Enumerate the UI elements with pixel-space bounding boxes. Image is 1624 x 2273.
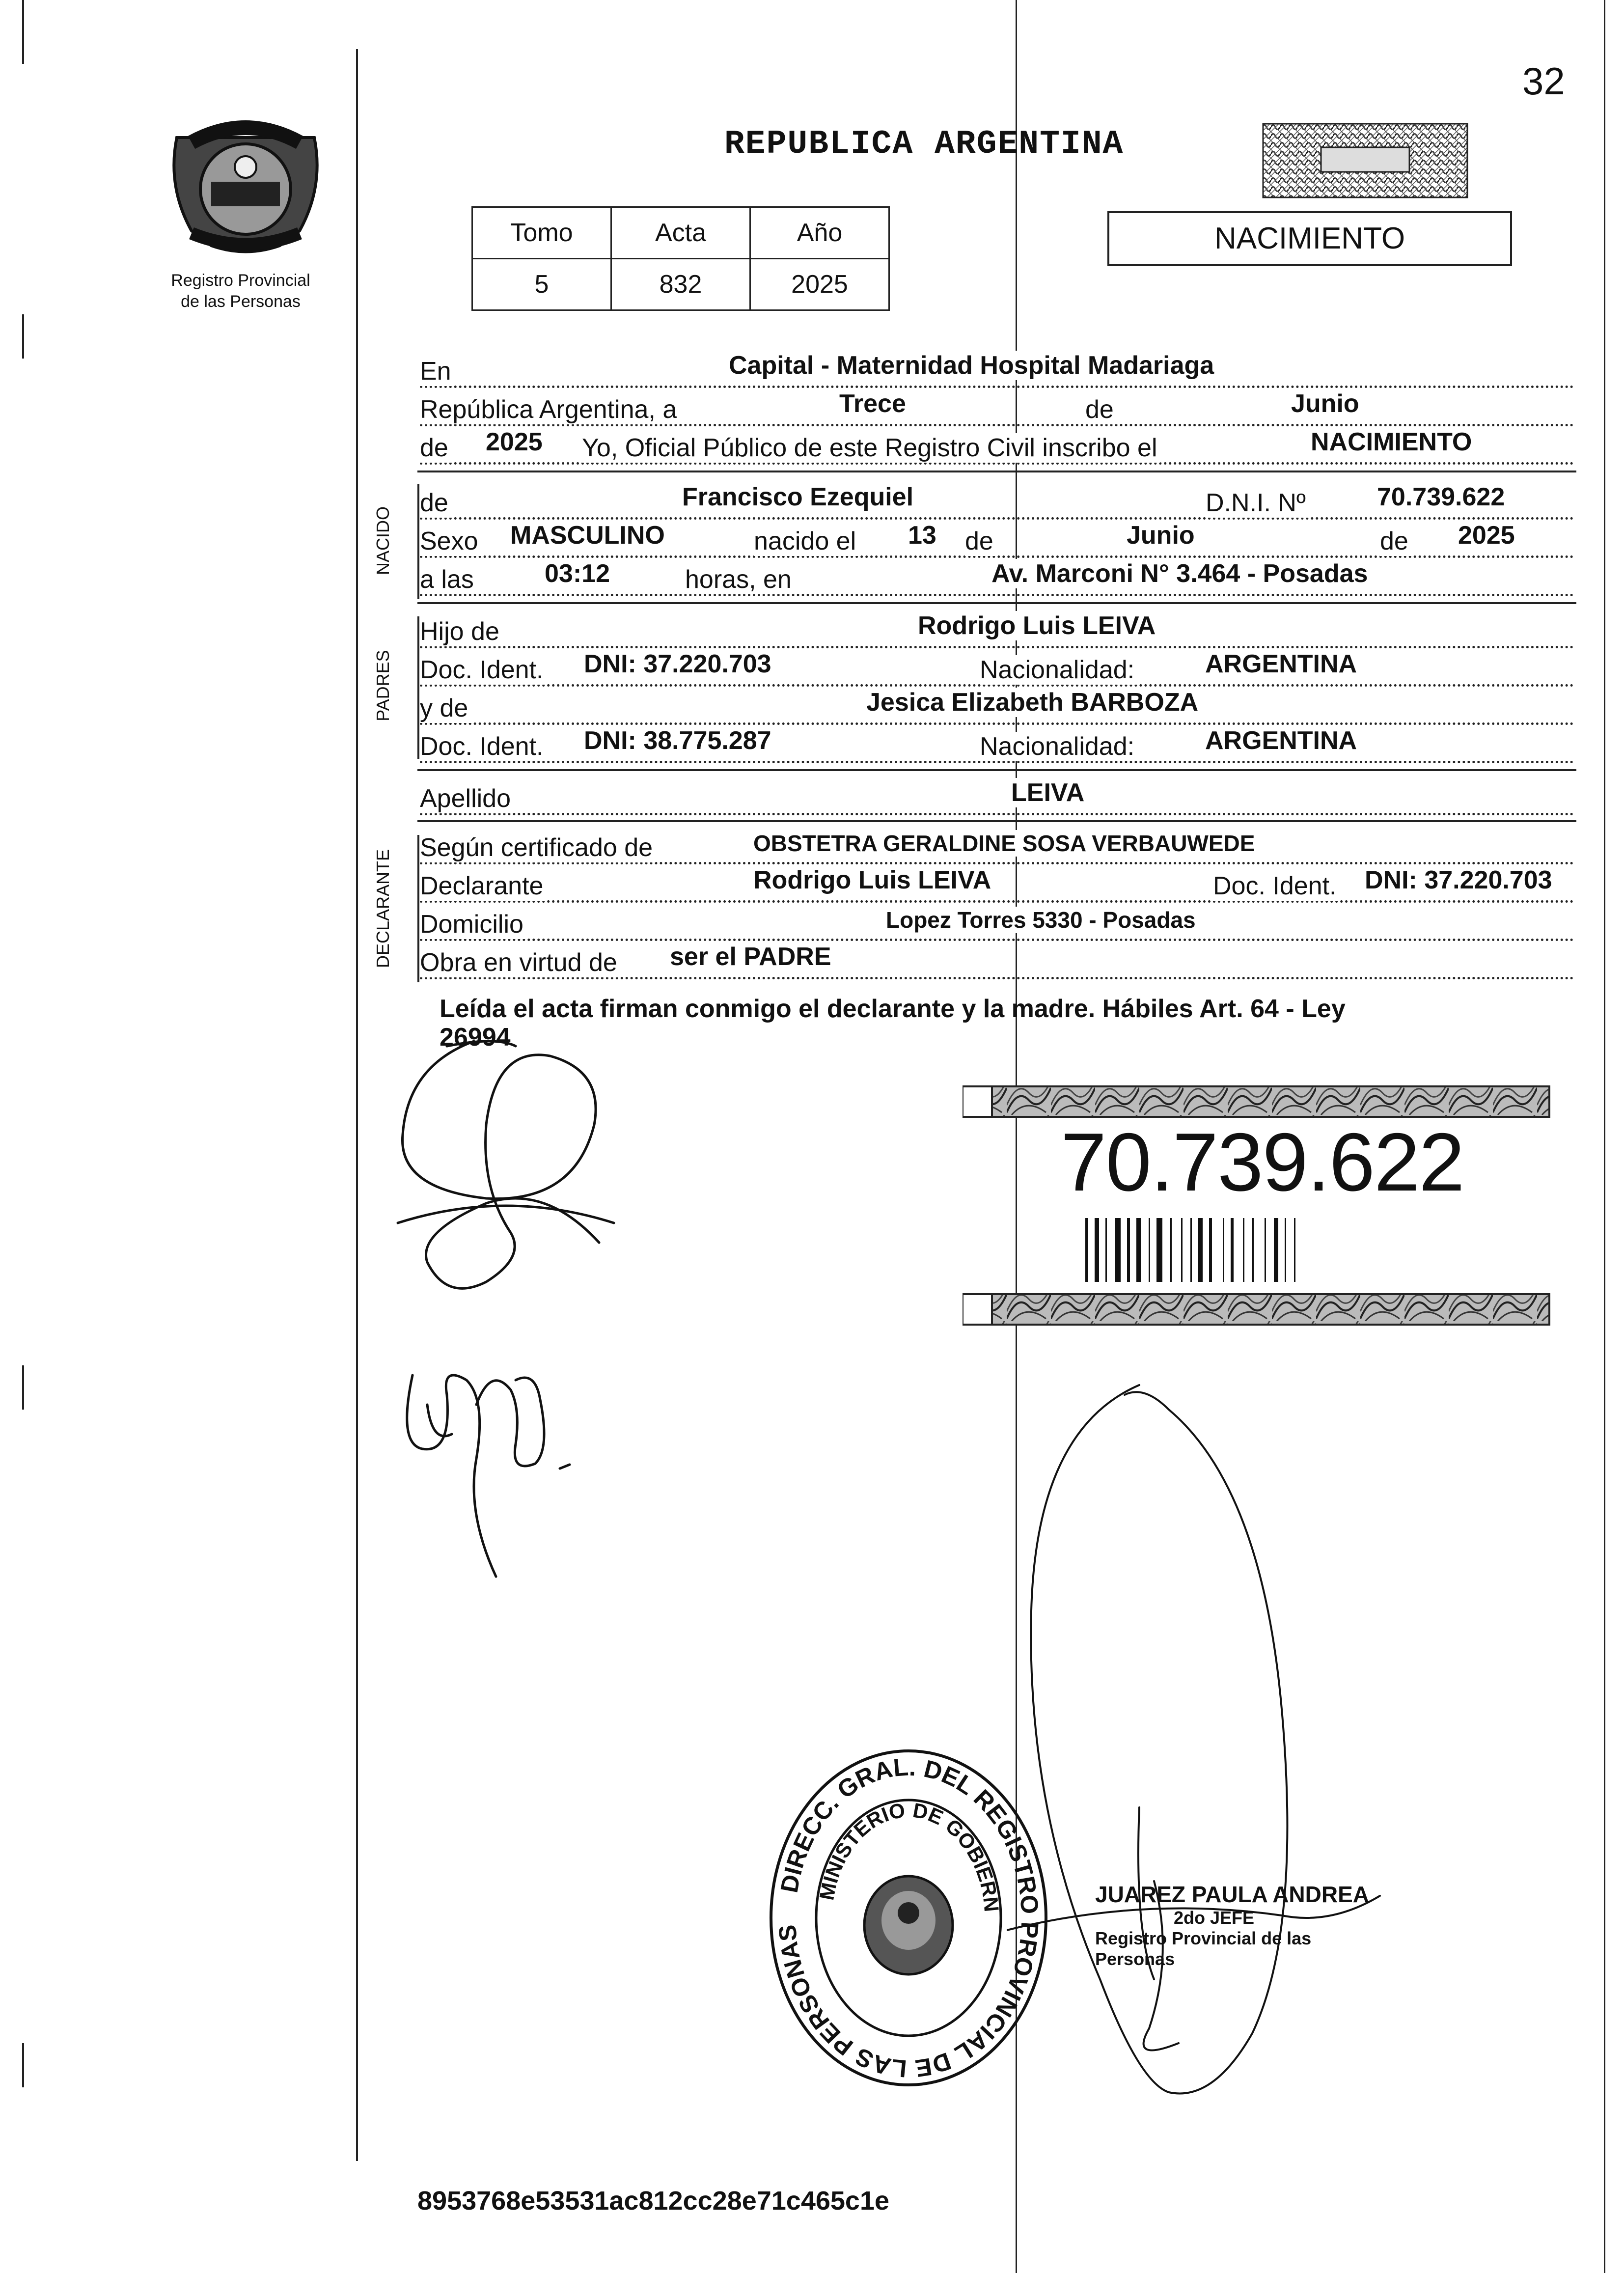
barcode-bar: [1243, 1218, 1244, 1282]
barcode-bar: [1085, 1218, 1088, 1282]
anio-value: 2025: [484, 427, 545, 457]
document-type-box: NACIMIENTO: [1107, 211, 1512, 266]
padre-nacionalidad-value: ARGENTINA: [1203, 649, 1359, 679]
declarante-doc-value: DNI: 37.220.703: [1363, 865, 1554, 895]
table-header-tomo: Tomo: [472, 207, 611, 259]
oficial-text: Yo, Oficial Público de este Registro Civil inscribo el: [582, 433, 1160, 463]
row-nacido-sexo: [420, 521, 1574, 561]
official-stamp-name: JUAREZ PAULA ANDREA: [1095, 1882, 1369, 1907]
left-margin-line: [356, 49, 358, 2161]
doc-ident-label: Doc. Ident.: [1213, 871, 1339, 901]
nacionalidad-label: Nacionalidad:: [980, 655, 1137, 685]
de-label: de: [1085, 395, 1117, 424]
barcode-bar: [1252, 1218, 1254, 1282]
inscribe-value: NACIMIENTO: [1309, 427, 1474, 457]
punch-mark: [22, 0, 24, 64]
official-stamp-role: 2do JEFE: [1174, 1908, 1255, 1928]
declarante-label: Declarante: [420, 871, 546, 901]
de-label: de: [1380, 527, 1411, 556]
nacido-mes-value: Junio: [1125, 521, 1197, 550]
barcode-bar: [1115, 1218, 1121, 1282]
row-nacido-nombre: [420, 483, 1574, 523]
table-header-acta: Acta: [611, 207, 750, 259]
right-margin-line: [1604, 0, 1605, 2273]
barcode-bar: [1136, 1218, 1141, 1282]
obra-value: ser el PADRE: [668, 942, 833, 971]
barcode-bar: [1156, 1218, 1162, 1282]
declarante-signature: [388, 1026, 633, 1302]
barcode-bar: [1149, 1218, 1150, 1282]
dotted-line: [420, 646, 1574, 648]
barcode: [1085, 1218, 1404, 1282]
nacido-dia-value: 13: [906, 521, 938, 550]
official-seal: [766, 1744, 1051, 2092]
row-apellido: [420, 778, 1574, 818]
punch-mark: [22, 1365, 24, 1410]
declarante-section-label: DECLARANTE: [373, 849, 393, 968]
padres-section-label: PADRES: [373, 650, 393, 721]
nacido-section-label: NACIDO: [373, 506, 393, 576]
apellido-label: Apellido: [420, 784, 514, 813]
section-rule: [417, 820, 1576, 822]
punch-mark: [22, 2043, 24, 2087]
nacido-nombre-value: Francisco Ezequiel: [680, 482, 915, 512]
barcode-bar: [1105, 1218, 1107, 1282]
seal-outer-text: DIRECC. GRAL. DEL REGISTRO PROVINCIAL DE LAS PERSONAS: [773, 1753, 1044, 2083]
hijo-de-label: Hijo de: [420, 617, 502, 646]
nacido-bracket: [417, 484, 419, 599]
row-padre: [420, 611, 1574, 651]
madre-doc-value: DNI: 38.775.287: [582, 726, 773, 755]
dia-value: Trece: [837, 389, 908, 418]
barcode-bar: [1274, 1218, 1278, 1282]
declarante-bracket: [417, 835, 419, 982]
official-signature: [1007, 1365, 1400, 2151]
registry-label-line1: Registro Provincial: [171, 271, 310, 290]
row-obra: [420, 942, 1574, 982]
nacido-dni-value: 70.739.622: [1375, 482, 1507, 512]
madre-nacionalidad-value: ARGENTINA: [1203, 726, 1359, 755]
row-en: [420, 351, 1574, 391]
barcode-bar: [1198, 1218, 1203, 1282]
province-emblem-logo: [157, 108, 334, 265]
republica-label: República Argentina, a: [420, 395, 680, 424]
barcode-bar: [1294, 1218, 1295, 1282]
barcode-bar: [1181, 1218, 1183, 1282]
doc-ident-label: Doc. Ident.: [420, 655, 546, 685]
acta-table: [471, 206, 890, 311]
dotted-line: [420, 517, 1574, 520]
mes-value: Junio: [1289, 389, 1361, 418]
barcode-bar: [1209, 1218, 1212, 1282]
horas-en-label: horas, en: [685, 565, 795, 594]
padre-value: Rodrigo Luis LEIVA: [916, 611, 1157, 640]
tomo-value: 5: [472, 259, 611, 310]
row-madre: [420, 688, 1574, 728]
table-header-anio: Año: [750, 207, 889, 259]
barcode-bar: [1170, 1218, 1172, 1282]
de-label: de: [420, 433, 451, 463]
declarante-value: Rodrigo Luis LEIVA: [751, 865, 993, 895]
document-hash: 8953768e53531ac812cc28e71c465c1e: [417, 2186, 890, 2216]
de-label: de: [420, 488, 451, 518]
barcode-bar: [1127, 1218, 1130, 1282]
row-padre-doc: [420, 650, 1574, 690]
dotted-line: [420, 939, 1574, 941]
dni-sticker: [963, 1085, 1552, 1331]
punch-mark: [22, 314, 24, 359]
dotted-line: [420, 594, 1574, 596]
country-title: REPUBLICA ARGENTINA: [724, 125, 1124, 163]
row-domicilio: [420, 908, 1574, 944]
certificado-value: OBSTETRA GERALDINE SOSA VERBAUWEDE: [751, 830, 1257, 857]
sexo-value: MASCULINO: [508, 521, 667, 550]
registry-label: [142, 270, 339, 312]
closing-note-line2: 26994: [440, 1023, 511, 1052]
barcode-bar: [1265, 1218, 1266, 1282]
en-label: En: [420, 357, 454, 386]
dotted-line: [420, 813, 1574, 815]
anio-value: 2025: [750, 259, 889, 310]
registry-label-line2: de las Personas: [181, 292, 301, 311]
obra-label: Obra en virtud de: [420, 948, 620, 977]
de-label: de: [965, 527, 996, 556]
security-hologram: [1262, 123, 1468, 199]
madre-value: Jesica Elizabeth BARBOZA: [864, 688, 1200, 717]
official-stamp: [1095, 1881, 1390, 1969]
dni-label: D.N.I. Nº: [1206, 488, 1309, 518]
row-madre-doc: [420, 726, 1574, 766]
dotted-line: [420, 386, 1574, 388]
closing-note-line1: Leída el acta firman conmigo el declarante y la madre. Hábiles Art. 64 - Ley: [440, 995, 1346, 1023]
row-anio-oficial: [420, 428, 1574, 468]
padre-doc-value: DNI: 37.220.703: [582, 649, 773, 679]
apellido-value: LEIVA: [1009, 778, 1086, 807]
padres-bracket: [417, 616, 419, 759]
segun-label: Según certificado de: [420, 833, 656, 862]
lugar-value: Av. Marconi N° 3.464 - Posadas: [990, 559, 1370, 588]
barcode-bar: [1285, 1218, 1286, 1282]
row-republica: [420, 389, 1574, 429]
dotted-line: [420, 900, 1574, 903]
page-number: 32: [1522, 59, 1565, 103]
a-las-label: a las: [420, 565, 477, 594]
barcode-bar: [1231, 1218, 1234, 1282]
section-rule: [417, 471, 1576, 472]
barcode-bar: [1190, 1218, 1192, 1282]
barcode-bar: [1095, 1218, 1099, 1282]
nacido-el-label: nacido el: [754, 527, 859, 556]
dni-sticker-number: 70.739.622: [1061, 1116, 1464, 1208]
official-stamp-org: Registro Provincial de las Personas: [1095, 1928, 1312, 1969]
sexo-label: Sexo: [420, 527, 481, 556]
acta-value: 832: [611, 259, 750, 310]
dotted-line: [420, 722, 1574, 725]
barcode-bar: [1223, 1218, 1224, 1282]
row-nacido-hora: [420, 559, 1574, 599]
section-rule: [417, 602, 1576, 604]
row-certificado: [420, 831, 1574, 867]
en-value: Capital - Maternidad Hospital Madariaga: [727, 351, 1216, 380]
domicilio-label: Domicilio: [420, 910, 526, 939]
hora-value: 03:12: [543, 559, 612, 588]
nacionalidad-label: Nacionalidad:: [980, 732, 1137, 761]
nacido-anio-value: 2025: [1456, 521, 1517, 550]
madre-signature: [393, 1336, 614, 1591]
y-de-label: y de: [420, 693, 471, 723]
doc-ident-label: Doc. Ident.: [420, 732, 546, 761]
row-declarante: [420, 866, 1574, 906]
seal-inner-text: MINISTERIO DE GOBIERN: [815, 1798, 1004, 1913]
domicilio-value: Lopez Torres 5330 - Posadas: [884, 907, 1198, 933]
section-rule: [417, 769, 1576, 771]
